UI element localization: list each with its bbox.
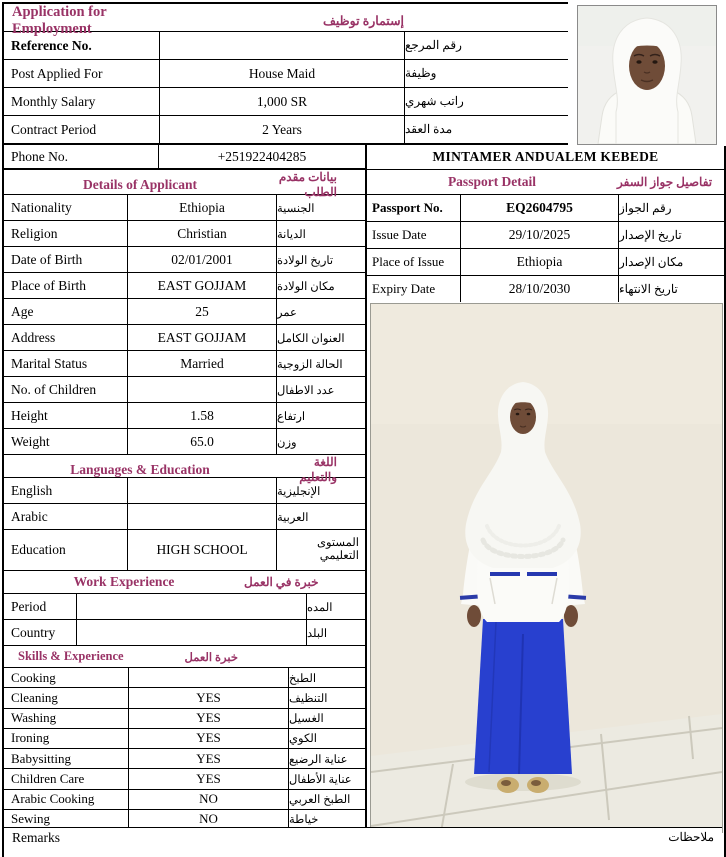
field-label: Monthly Salary [11, 93, 96, 109]
field-label: Nationality [11, 199, 72, 215]
details-section-header [4, 170, 365, 199]
section-title-arabic: بيانات مقدم الطلب [278, 170, 337, 199]
table-row-country [4, 620, 365, 645]
field-label: Country [11, 624, 56, 640]
table-row-period [4, 594, 365, 620]
field-label-ar: عدد الاطفال [276, 377, 365, 402]
details-table [4, 195, 365, 454]
field-label-ar: خياطة [288, 810, 365, 829]
table-row-weight [4, 429, 365, 454]
field-label: Children Care [11, 770, 85, 786]
field-value [127, 377, 276, 402]
field-label: Date of Birth [11, 251, 83, 267]
section-title-arabic: تفاصيل جواز السفر [617, 174, 713, 189]
table-row-post-applied [4, 60, 568, 88]
table-row-passport-no [367, 195, 724, 222]
table-row-cooking [4, 668, 365, 688]
field-value [159, 32, 404, 59]
languages-section-header [4, 454, 365, 484]
field-label-ar: ارتفاع [276, 403, 365, 428]
field-label: Education [11, 542, 66, 557]
section-title-arabic: خبرة في العمل [244, 574, 319, 589]
field-label: Expiry Date [372, 281, 436, 296]
field-value: EQ2604795 [460, 195, 618, 221]
passport-table [367, 195, 724, 302]
table-row-age [4, 299, 365, 325]
field-label-ar: المده [306, 594, 365, 619]
table-row-place-of-issue [367, 249, 724, 276]
section-title: Details of Applicant [82, 177, 197, 192]
field-label-ar: تاريخ الولادة [276, 247, 365, 272]
field-label: Marital Status [11, 355, 88, 371]
full-body-photo-cell [367, 302, 724, 829]
field-label-ar: البلد [306, 620, 365, 645]
field-value: +251922404285 [158, 145, 365, 168]
field-label: No. of Children [11, 381, 97, 397]
field-value: Ethiopia [460, 249, 618, 275]
field-label-ar: الحالة الزوجية [276, 351, 365, 376]
field-label-ar: عناية الأطفال [288, 769, 365, 788]
field-value: 28/10/2030 [460, 276, 618, 302]
employment-header-table [4, 4, 568, 143]
field-label-ar: الطبخ [288, 668, 365, 687]
field-value: YES [128, 749, 288, 768]
table-row-address [4, 325, 365, 351]
table-row-english [4, 478, 365, 504]
field-label-ar: العنوان الكامل [276, 325, 365, 350]
table-row-babysitting [4, 749, 365, 769]
field-label: Cleaning [11, 689, 58, 705]
table-row-monthly-salary [4, 88, 568, 116]
field-label: Address [11, 329, 56, 345]
section-title: Languages & Education [70, 462, 210, 477]
right-column [365, 143, 724, 829]
skills-table [4, 668, 365, 829]
languages-table [4, 478, 365, 570]
field-label-ar: وزن [276, 429, 365, 454]
table-row-date-of-birth [4, 247, 365, 273]
applicant-name: MINTAMER ANDUALEM KEBEDE [367, 145, 724, 170]
remarks-label-arabic: ملاحظات [668, 830, 714, 844]
field-label-ar: عناية الرضيع [288, 749, 365, 768]
portrait-photo [577, 5, 717, 145]
field-label-ar: راتب شهري [404, 88, 568, 115]
table-row-children-care [4, 769, 365, 789]
field-value: 02/01/2001 [127, 247, 276, 272]
field-label-ar: العربية [276, 504, 365, 529]
field-value: NO [128, 810, 288, 829]
passport-section-header [367, 170, 724, 195]
field-value [127, 504, 276, 529]
field-label-ar: رقم المرجع [404, 32, 568, 59]
field-value: Married [127, 351, 276, 376]
field-label: Phone No. [11, 148, 68, 164]
field-label-ar: الإنجليزية [276, 478, 365, 503]
field-label-ar: الطبخ العربي [288, 790, 365, 809]
field-value [76, 620, 306, 645]
table-row-contract-period [4, 116, 568, 143]
field-label: Period [11, 598, 47, 614]
field-label-ar: مدة العقد [404, 116, 568, 143]
field-label-ar: المستوى التعليمي [276, 530, 365, 570]
table-row-washing [4, 709, 365, 729]
field-label: Age [11, 303, 34, 319]
field-value [128, 668, 288, 687]
form-title: Application for Employment [12, 4, 107, 37]
field-value: 2 Years [159, 116, 404, 143]
field-value: 1,000 SR [159, 88, 404, 115]
field-label-ar: عمر [276, 299, 365, 324]
field-label: Babysitting [11, 750, 71, 766]
table-row-height [4, 403, 365, 429]
field-label: Sewing [11, 811, 50, 827]
field-label-ar: رقم الجواز [618, 195, 724, 221]
field-value: HIGH SCHOOL [127, 530, 276, 570]
field-value: NO [128, 790, 288, 809]
field-value: Ethiopia [127, 195, 276, 220]
field-label: Passport No. [372, 200, 443, 215]
portrait-photo-cell [568, 0, 726, 146]
field-label-ar: التنظيف [288, 688, 365, 707]
field-label: Post Applied For [11, 65, 103, 81]
work-experience-section-header [4, 570, 365, 594]
field-label-ar: الغسيل [288, 709, 365, 728]
full-body-photo [370, 303, 723, 833]
table-row-place-of-birth [4, 273, 365, 299]
field-label: Washing [11, 710, 57, 726]
field-value: Christian [127, 221, 276, 246]
field-label: Place of Birth [11, 277, 86, 293]
field-value: 29/10/2025 [460, 222, 618, 248]
table-row-arabic [4, 504, 365, 530]
section-title: Passport Detail [447, 174, 537, 189]
field-label: Ironing [11, 730, 50, 746]
field-label: Weight [11, 433, 50, 449]
field-label: Place of Issue [372, 254, 445, 269]
field-value [76, 594, 306, 619]
field-value: 1.58 [127, 403, 276, 428]
left-column [4, 143, 365, 829]
field-label: Contract Period [11, 121, 97, 137]
form-title-arabic: إستمارة توظيف [322, 14, 405, 28]
table-row-nationality [4, 195, 365, 221]
table-row-religion [4, 221, 365, 247]
field-label-ar: الكوي [288, 729, 365, 748]
section-title-arabic: اللغة والتعليم [299, 455, 337, 484]
section-title: Work Experience [73, 574, 175, 589]
table-row-ironing [4, 729, 365, 749]
work-experience-table [4, 594, 365, 645]
field-label: Arabic Cooking [11, 791, 95, 807]
field-label-ar: الجنسية [276, 195, 365, 220]
field-label: Arabic [11, 508, 48, 524]
field-value: EAST GOJJAM [127, 273, 276, 298]
remarks-label: Remarks [12, 830, 60, 845]
field-value: YES [128, 769, 288, 788]
field-label-ar: مكان الإصدار [618, 249, 724, 275]
field-label: Religion [11, 225, 58, 241]
field-value: YES [128, 688, 288, 707]
field-value: 25 [127, 299, 276, 324]
table-row-reference-no [4, 32, 568, 60]
field-label-ar: تاريخ الإصدار [618, 222, 724, 248]
field-label: Reference No. [11, 37, 92, 53]
field-value [127, 478, 276, 503]
field-value: EAST GOJJAM [127, 325, 276, 350]
field-value: YES [128, 729, 288, 748]
table-row-marital-status [4, 351, 365, 377]
field-value: YES [128, 709, 288, 728]
field-label: English [11, 482, 53, 498]
field-label-ar: مكان الولادة [276, 273, 365, 298]
section-title-arabic: خبرة العمل [184, 651, 238, 664]
table-row-issue-date [367, 222, 724, 249]
field-value: House Maid [159, 60, 404, 87]
field-label-ar: وظيفة [404, 60, 568, 87]
remarks-row [4, 827, 722, 855]
field-value: 65.0 [127, 429, 276, 454]
field-label-ar: الديانة [276, 221, 365, 246]
field-label-ar: تاريخ الانتهاء [618, 276, 724, 302]
table-row-no-of-children [4, 377, 365, 403]
field-label: Issue Date [372, 227, 427, 242]
field-label: Cooking [11, 669, 56, 685]
field-label: Height [11, 407, 48, 423]
table-row-phone [4, 145, 365, 170]
table-row-education [4, 530, 365, 570]
table-row-cleaning [4, 688, 365, 708]
skills-section-header [4, 645, 365, 668]
table-row-expiry-date [367, 276, 724, 302]
form-title-row [4, 4, 568, 37]
section-title: Skills & Experience [18, 649, 124, 663]
table-row-arabic-cooking [4, 790, 365, 810]
